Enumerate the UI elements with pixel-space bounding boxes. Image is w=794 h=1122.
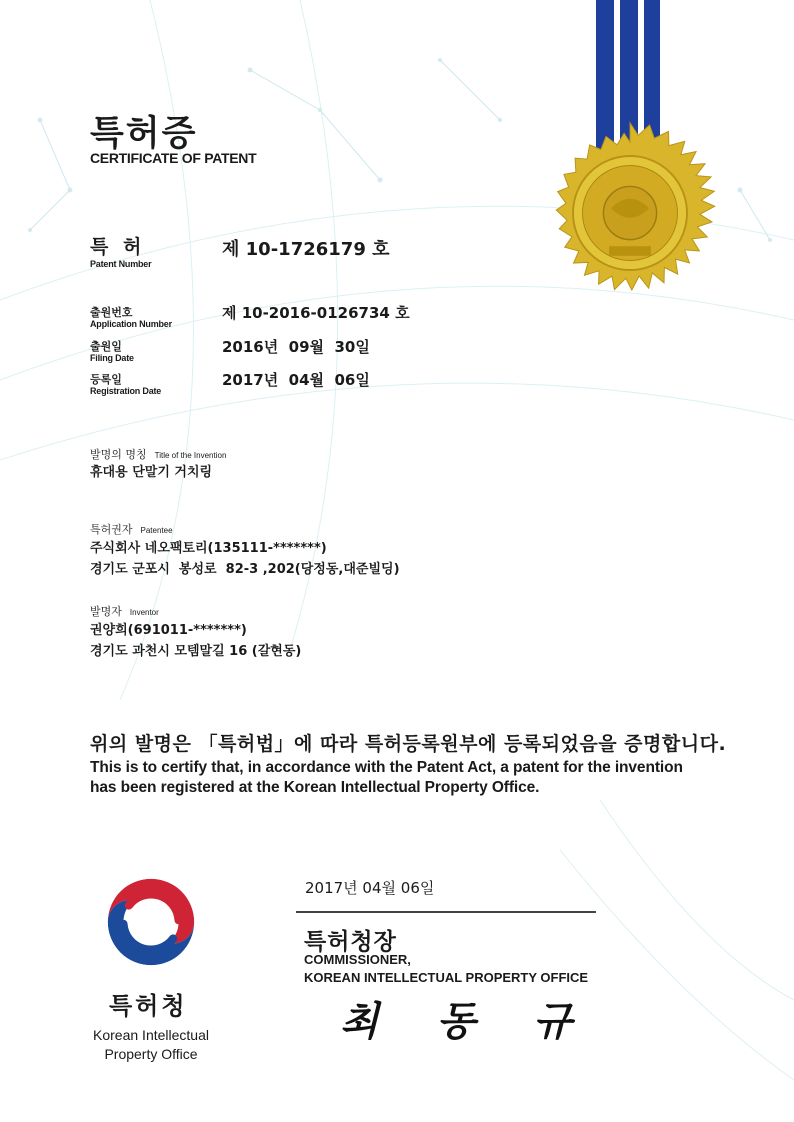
commissioner-signature: 최 동 규	[340, 998, 594, 1045]
registration-date-label-english: Registration Date	[90, 386, 162, 396]
inventor-name: 권양희(691011-*******)	[90, 623, 247, 638]
registration-date-label-korean: 등록일	[90, 373, 122, 386]
invention-title-label	[90, 443, 226, 462]
inventor-label-korean: 발명자	[90, 605, 122, 618]
commissioner-title-english-line2: KOREAN INTELLECTUAL PROPERTY OFFICE	[304, 970, 589, 985]
certification-statement-korean: 위의 발명은 「특허법」에 따라 특허등록원부에 등록되었음을 증명합니다.	[90, 733, 727, 755]
filing-date-label-english: Filing Date	[90, 353, 134, 363]
patent-number-label-english: Patent Number	[90, 259, 152, 269]
certification-statement-english-line1: This is to certify that, in accordance with the Patent Act, a patent for the invention	[90, 759, 683, 776]
commissioner-title-korean: 특허청장	[304, 929, 397, 955]
patent-number-label-korean: 특 허	[90, 236, 146, 258]
kipo-wordmark-korean: 특허청	[109, 992, 188, 1020]
inventor-address: 경기도 과천시 모템말길 16 (갈현동)	[90, 644, 302, 659]
signature-divider-line	[296, 911, 596, 913]
patentee-label-english: Patentee	[140, 526, 173, 535]
official-gold-seal	[535, 118, 725, 308]
inventor-label-english: Inventor	[129, 608, 159, 617]
patentee-label	[90, 518, 173, 537]
patentee-address: 경기도 군포시 봉성로 82-3 ,202(당정동,대준빌딩)	[90, 562, 400, 577]
registration-date-value: 2017년 04월 06일	[222, 371, 370, 389]
application-number-value: 제 10-2016-0126734 호	[222, 304, 410, 322]
invention-title-label-english: Title of the Invention	[154, 451, 227, 460]
filing-date-label-korean: 출원일	[90, 340, 122, 353]
patentee-name: 주식회사 네오팩토리(135111-*******)	[90, 541, 327, 556]
invention-title-label-korean: 발명의 명칭	[90, 448, 147, 461]
issue-date: 2017년 04월 06일	[305, 879, 435, 897]
commissioner-title-english-line1: COMMISSIONER,	[304, 952, 411, 967]
kipo-name-english: Korean Intellectual Property Office	[93, 1027, 209, 1062]
patent-number-value: 제 10-1726179 호	[222, 239, 390, 260]
patentee-label-korean: 특허권자	[90, 523, 133, 536]
inventor-label	[90, 600, 159, 619]
certificate-title-korean: 특허증	[90, 114, 198, 154]
certificate-title-english: CERTIFICATE OF PATENT	[90, 150, 257, 166]
application-number-label-korean: 출원번호	[90, 306, 133, 319]
filing-date-value: 2016년 09월 30일	[222, 338, 370, 356]
application-number-label-english: Application Number	[90, 319, 172, 329]
certification-statement-english-line2: has been registered at the Korean Intellectual Property Office.	[90, 779, 540, 796]
invention-title-value: 휴대용 단말기 거치링	[90, 465, 213, 480]
taegeuk-emblem-icon	[105, 876, 197, 968]
